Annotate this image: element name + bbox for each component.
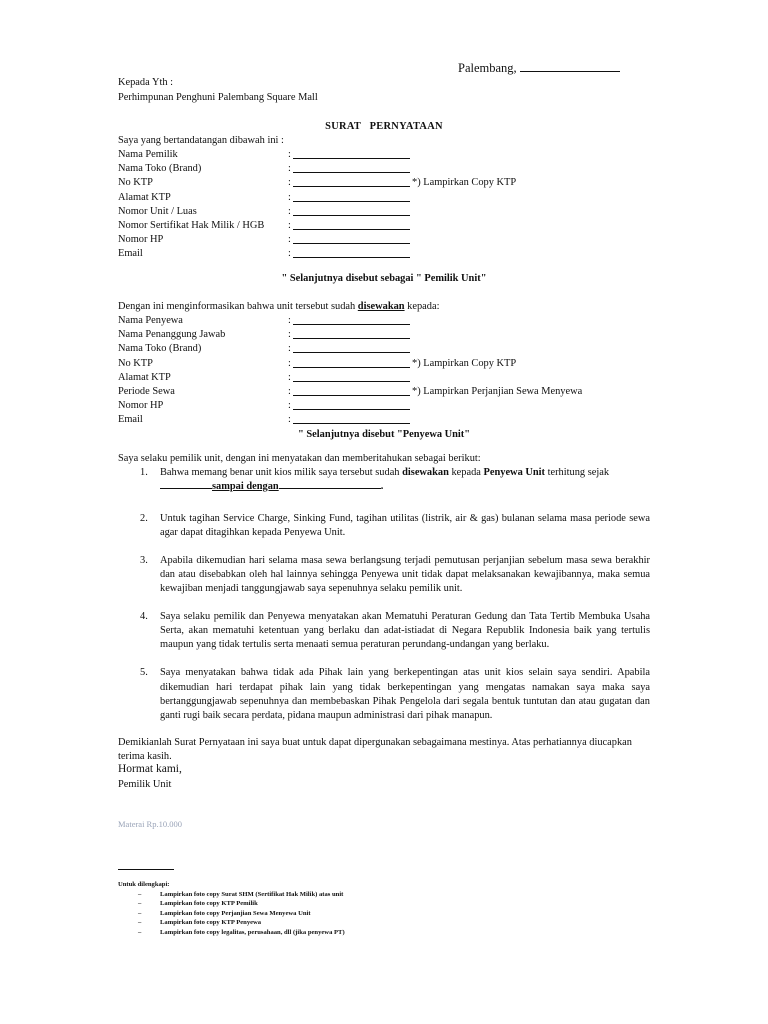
tenant-phone-field[interactable] — [293, 409, 410, 410]
statement-list — [118, 466, 650, 737]
signer-role: Pemilik Unit — [118, 779, 172, 790]
tenant-period-field[interactable] — [293, 395, 410, 396]
tenant-address-field[interactable] — [293, 381, 410, 382]
form-note: *) Lampirkan Copy KTP — [412, 357, 517, 369]
owner-form — [118, 148, 678, 262]
tenant-ktp-field[interactable] — [293, 367, 410, 368]
form-note: *) Lampirkan Copy KTP — [412, 177, 517, 189]
form-label: Nama Toko (Brand) — [118, 343, 202, 355]
form-label: Alamat KTP — [118, 191, 171, 203]
statement-item-4: 4. Saya selaku pemilik dan Penyewa menyatakan akan Mematuhi Peraturan Gedung dan Tata Tertib Membuka Usaha Serta, akan mematuhi ketentuan yang berlaku dan adat-istiadat di Negara Republik Indonesia baik yang tertulis maupun yang tidak tertulis serta menaati semua peraturan perundang-undangan yang berlaku. — [140, 611, 650, 651]
tenant-intro: Dengan ini menginformasikan bahwa unit tersebut sudah disewakan kepada: — [118, 301, 440, 312]
tenant-row-brand: Nama Toko (Brand) : — [118, 342, 678, 356]
footnote-item: – Lampirkan foto copy legalitas, perusahaan, dll (jika penyewa PT) — [138, 928, 345, 936]
owner-name-field[interactable] — [293, 158, 410, 159]
form-label: Nomor HP — [118, 234, 164, 246]
owner-row-unit: Nomor Unit / Luas : — [118, 205, 678, 219]
owner-ktp-field[interactable] — [293, 186, 410, 187]
tenant-row-email: Email : — [118, 413, 678, 427]
form-label: Nama Toko (Brand) — [118, 163, 202, 175]
form-label: Nama Penyewa — [118, 315, 183, 326]
statement-item-5: 5. Saya menyatakan bahwa tidak ada Pihak lain yang berkepentingan atas unit kios selain saya sendiri. Apabila dikemudian hari terdapat pihak lain yang tidak berkepentingan yang mengatas namakan saya maka saya bertanggungjawab sepenuhnya dan membebaskan Pihak Pengelola dari segala bentuk tuntutan dan atau gugatan dan ganti rugi baik secara perdata, pidana maupun administrasi dari pihak manapun. — [140, 667, 650, 721]
tenant-form — [118, 314, 678, 428]
regards: Hormat kami, — [118, 763, 182, 775]
statement-intro: Saya selaku pemilik unit, dengan ini menyatakan dan memberitahukan sebagai berikut: — [118, 453, 481, 464]
owner-row-brand: Nama Toko (Brand) : — [118, 162, 678, 176]
footnote-list — [118, 890, 345, 938]
city-label: Palembang, — [458, 61, 517, 75]
addressee-line-1: Kepada Yth : — [118, 77, 174, 88]
form-label: Alamat KTP — [118, 371, 171, 383]
form-label: Nama Penanggung Jawab — [118, 329, 226, 341]
owner-row-ktp: No KTP : *) Lampirkan Copy KTP — [118, 176, 678, 190]
tenant-summary: " Selanjutnya disebut "Penyewa Unit" — [297, 429, 471, 440]
owner-row-email: Email : — [118, 247, 678, 261]
city-date-line — [458, 60, 620, 77]
addressee — [118, 76, 318, 106]
footnote-separator — [118, 869, 174, 870]
tenant-name-field[interactable] — [293, 324, 410, 325]
form-label: Nama Pemilik — [118, 149, 178, 160]
tenant-row-pic: Nama Penanggung Jawab : — [118, 328, 678, 342]
rented-word: disewakan — [357, 301, 405, 312]
footnote-item: – Lampirkan foto copy Surat SHM (Sertifikat Hak Milik) atas unit — [138, 890, 344, 898]
footnote-title: Untuk dilengkapi: — [118, 881, 170, 888]
owner-row-name: Nama Pemilik : — [118, 148, 678, 162]
owner-address-field[interactable] — [293, 201, 410, 202]
start-date-blank[interactable] — [160, 487, 212, 489]
tenant-row-name: Nama Penyewa : — [118, 314, 678, 328]
owner-phone-field[interactable] — [293, 243, 410, 244]
form-label: No KTP — [118, 357, 153, 369]
form-label: Email — [118, 414, 143, 426]
owner-row-certificate: Nomor Sertifikat Hak Milik / HGB : — [118, 219, 678, 233]
statement-item-1: 1. Bahwa memang benar unit kios milik saya tersebut sudah disewakan kepada Penyewa Unit terhitung sejak sampai dengan . — [140, 467, 610, 493]
statement-item-3: 3. Apabila dikemudian hari selama masa sewa berlangsung terjadi pemutusan perjanjian sebelum masa sewa berakhir dan atau disebabkan oleh hal lainnya sehingga Penyewa unit tidak dapat melaksanakan kewajibannya, maka semua kewajiban menjadi tanggungjawab saya sepenuhnya selaku pemilik unit. — [140, 555, 650, 595]
footnote-item: – Lampirkan foto copy Perjanjian Sewa Menyewa Unit — [138, 909, 311, 917]
form-label: No KTP — [118, 177, 153, 189]
owner-summary: " Selanjutnya disebut sebagai " Pemilik Unit" — [281, 273, 487, 284]
footnote-item: – Lampirkan foto copy KTP Penyewa — [138, 919, 262, 927]
form-label: Nomor Unit / Luas — [118, 205, 197, 217]
form-label: Email — [118, 248, 143, 260]
owner-unit-field[interactable] — [293, 215, 410, 216]
date-blank[interactable] — [520, 70, 620, 72]
owner-email-field[interactable] — [293, 257, 410, 258]
tenant-row-period: Periode Sewa : *) Lampirkan Perjanjian Sewa Menyewa — [118, 385, 678, 399]
owner-row-address: Alamat KTP : — [118, 191, 678, 205]
addressee-line-2: Perhimpunan Penghuni Palembang Square Mall — [118, 92, 318, 103]
tenant-email-field[interactable] — [293, 423, 410, 424]
owner-brand-field[interactable] — [293, 172, 410, 173]
tenant-row-phone: Nomor HP : — [118, 399, 678, 413]
tenant-brand-field[interactable] — [293, 352, 410, 353]
end-date-blank[interactable] — [279, 487, 381, 489]
owner-row-phone: Nomor HP : — [118, 233, 678, 247]
statement-item-2: 2. Untuk tagihan Service Charge, Sinking Fund, tagihan utilitas (listrik, air & gas) bulanan selama masa periode sewa agar dapat ditagihkan kepada Penyewa Unit. — [140, 513, 650, 539]
form-label: Nomor HP — [118, 400, 164, 412]
footnote-item: – Lampirkan foto copy KTP Pemilik — [138, 900, 258, 908]
tenant-pic-field[interactable] — [293, 338, 410, 339]
footnote — [118, 880, 345, 937]
form-label: Periode Sewa — [118, 385, 175, 397]
tenant-row-address: Alamat KTP : — [118, 371, 678, 385]
owner-intro: Saya yang bertandatangan dibawah ini : — [118, 135, 284, 146]
owner-certificate-field[interactable] — [293, 229, 410, 230]
document-title: SURAT PERNYATAAN — [325, 121, 443, 132]
tenant-row-ktp: No KTP : *) Lampirkan Copy KTP — [118, 357, 678, 371]
form-note: *) Lampirkan Perjanjian Sewa Menyewa — [412, 385, 583, 397]
form-label: Nomor Sertifikat Hak Milik / HGB — [118, 219, 265, 231]
stamp-duty-placeholder: Materai Rp.10.000 — [118, 819, 182, 829]
closing-text: Demikianlah Surat Pernyataan ini saya buat untuk dapat dipergunakan sebagaimana mestinya. Atas perhatiannya diucapkan terima kasih. — [118, 737, 632, 763]
